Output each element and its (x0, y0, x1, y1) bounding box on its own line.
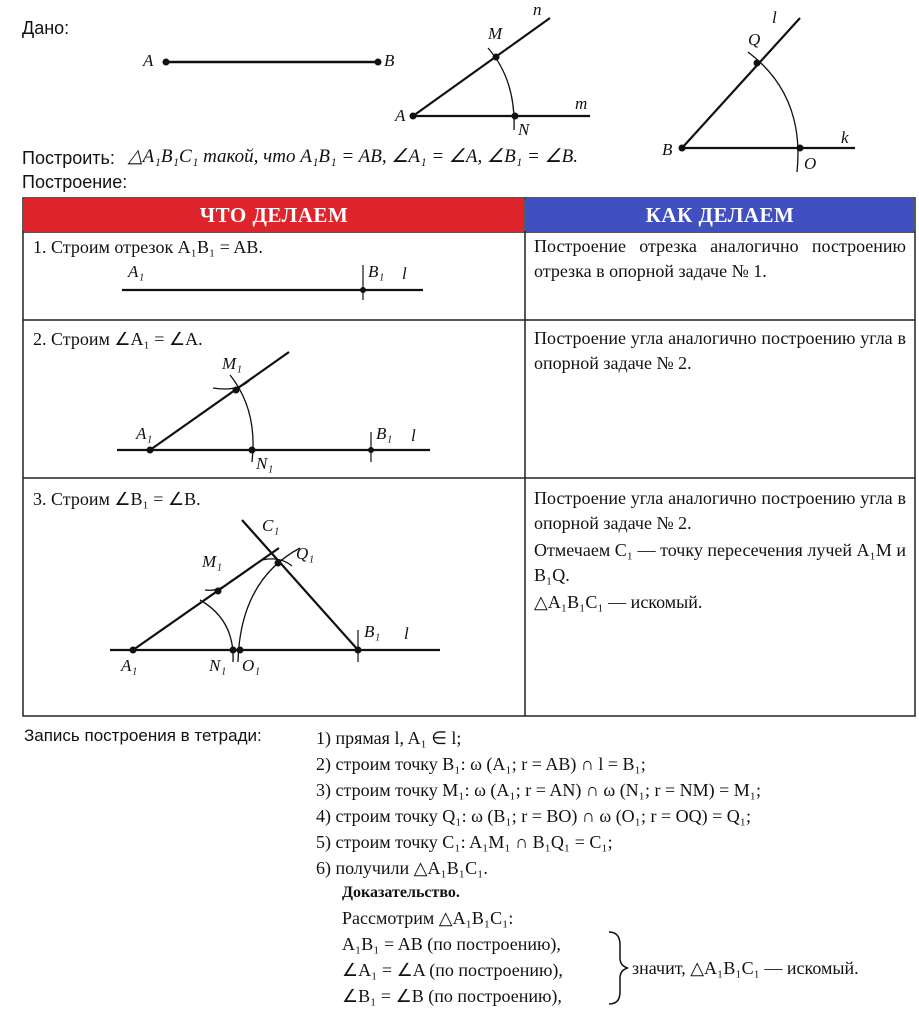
row2-label-a1: A₁ (136, 424, 153, 443)
row2-ray-am (150, 352, 289, 450)
row1-label-b1: B₁ (368, 262, 385, 281)
row1-label-l: l (402, 264, 407, 283)
row2-label-n1: N₁ (256, 454, 274, 473)
row2-how: Построение угла аналогично построению угла в опорной задаче № 2. (534, 328, 906, 373)
row2-label-l: l (411, 426, 416, 445)
proof-line-1: A₁B₁ = AB (по построению), (342, 934, 561, 954)
row3-label-o1: O₁ (242, 656, 261, 675)
label-b: B (384, 51, 395, 70)
row3-label-b1: B₁ (364, 622, 381, 641)
point-a (163, 59, 170, 66)
point-b (375, 59, 382, 66)
row2-label-m1: M₁ (222, 354, 243, 373)
step-4: 4) строим точку Q₁: ω (B₁; r = BO) ∩ ω (O₁; r = OQ) = Q₁; (316, 806, 752, 826)
arc-qo (748, 52, 798, 172)
proof-brace (609, 932, 628, 1004)
label-m: m (575, 94, 588, 113)
row3-how-3: △A₁B₁C₁ — искомый. (534, 592, 703, 612)
proof-conclusion: значит, △A₁B₁C₁ — искомый. (632, 958, 859, 978)
row2-label-b1: B₁ (376, 424, 393, 443)
proof-line-3: ∠B₁ = ∠B (по построению), (342, 986, 562, 1006)
ray-l (682, 18, 800, 148)
label-point-o: O (804, 154, 817, 173)
construct-text: △A₁B₁C₁ такой, что A₁B₁ = AB, ∠A₁ = ∠A, ∠B₁ = ∠B. (128, 146, 578, 167)
row1-what: 1. Строим отрезок A₁B₁ = AB. (33, 237, 263, 257)
step-1: 1) прямая l, A₁ ∈ l; (316, 728, 462, 748)
step-3: 3) строим точку M₁: ω (A₁; r = AN) ∩ ω (N₁; r = NM) = M₁; (316, 780, 762, 800)
step-5: 5) строим точку C₁: A₁M₁ ∩ B₁Q₁ = C₁; (316, 832, 613, 852)
row3-how-1: Построение угла аналогично построению угла в опорной задаче № 2. (534, 488, 906, 533)
label-l: l (772, 8, 777, 27)
row3-what: 3. Строим ∠B₁ = ∠B. (33, 489, 201, 509)
proof-intro: Рассмотрим △A₁B₁C₁: (342, 908, 514, 928)
header-how: КАК ДЕЛАЕМ (526, 198, 914, 232)
header-what: ЧТО ДЕЛАЕМ (24, 198, 524, 232)
label-angle-b: B (662, 140, 673, 159)
row3-label-l: l (404, 624, 409, 643)
row3-label-n1: N₁ (209, 656, 227, 675)
construction-label: Построение: (22, 172, 128, 192)
proof-line-2: ∠A₁ = ∠A (по построению), (342, 960, 563, 980)
label-point-q: Q (748, 30, 761, 49)
construct-label: Построить: (22, 148, 115, 168)
row3-label-m1: M₁ (202, 552, 223, 571)
ray-n (413, 18, 550, 116)
label-point-m: M (488, 24, 503, 43)
given-label: Дано: (22, 18, 70, 38)
step-6: 6) получили △A₁B₁C₁. (316, 858, 488, 878)
row3-label-a1: A₁ (121, 656, 138, 675)
notebook-label: Запись построения в тетради: (24, 726, 262, 745)
label-point-n: N (518, 120, 530, 139)
proof-title: Доказательство. (342, 884, 460, 901)
row3-how-2: Отмечаем C₁ — точку пересечения лучей A₁M и B₁Q. (534, 540, 906, 585)
label-n: n (533, 0, 542, 19)
step-2: 2) строим точку B₁: ω (A₁; r = AB) ∩ l = B₁; (316, 754, 646, 774)
label-a: A (143, 51, 154, 70)
row1-label-a1: A₁ (128, 262, 145, 281)
row3-label-q1: Q₁ (296, 544, 315, 563)
row3-label-c1: C₁ (262, 516, 280, 535)
label-k: k (841, 128, 849, 147)
label-angle-a: A (395, 106, 406, 125)
row2-what: 2. Строим ∠A₁ = ∠A. (33, 329, 203, 349)
row1-how: Построение отрезка аналогично построению отрезка в опорной задаче № 1. (534, 236, 906, 281)
